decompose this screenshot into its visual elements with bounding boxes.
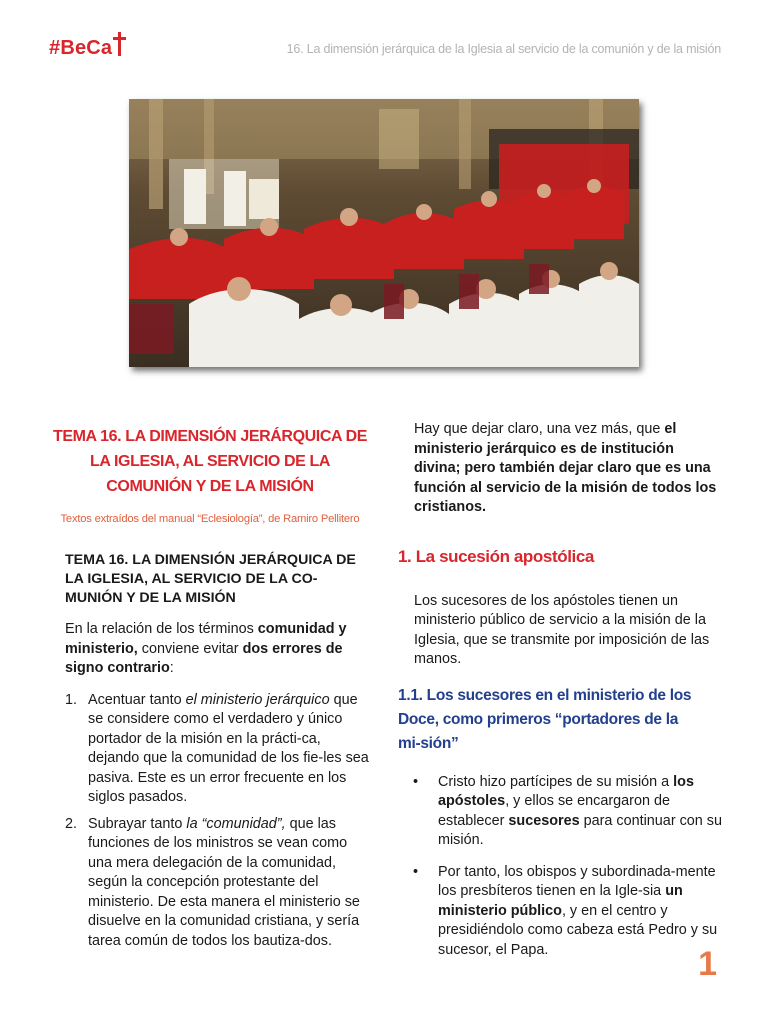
left-column [48,420,372,958]
intro-paragraph: En la relación de los términos comunidad y ministerio, conviene evitar dos errores de signo contrario: [65,621,347,676]
list-item: • Cristo hizo partícipes de su misión a los apóstoles, y ellos se encargaron de establecer sucesores para continuar con su misión. [413,773,723,848]
right-column [398,420,728,972]
source-note: Textos extraídos del manual “Eclesiología”, de Ramiro Pellitero [60,513,360,525]
section-paragraph: Los sucesores de los apóstoles tienen un ministerio público de servicio a la misión de la Iglesia, que se transmite por imposición de las manos. [414,592,710,667]
page-number: 1 [698,945,717,983]
intro-paragraph: Hay que dejar claro, una vez más, que el ministerio jerárquico es de institución divina; pero también dejar claro que es una función al servicio de la misión de todos los cristianos. [414,421,717,515]
errors-list [48,691,372,952]
cross-icon [113,38,125,56]
lesson-heading: TEMA 16. LA DIMENSIÓN JERÁRQUICA DE LA IGLESIA, AL SERVICIO DE LA CO-MUNIÓN Y DE LA MISIÓN [65,552,356,606]
ceremony-photo [129,99,639,367]
bullet-list [398,773,728,961]
becat-logo: #BeCa [49,36,125,60]
lesson-title: TEMA 16. LA DIMENSIÓN JERÁRQUICA DE LA IGLESIA, AL SERVICIO DE LA COMUNIÓN Y DE LA MISIÓN [52,428,368,495]
list-item: 1. Acentuar tanto el ministerio jerárquico que se considere como el verdadero y único portador de la misión en la prácti-ca, dejando que la comunidad de los fie-les sea pasiva. Este es un error frecuente en los siglos pasados. [65,691,369,805]
section-heading: 1. La sucesión apostólica [398,546,594,566]
list-item: • Por tanto, los obispos y subordinada-mente los presbíteros tienen en la Igle-sia un ministerio público, y en el centro y presidiéndolo como cabeza está Pedro y su sucesor, el Papa. [413,863,718,958]
subsection-heading: 1.1. Los sucesores en el ministerio de los Doce, como primeros “portadores de la mi-sión” [398,686,692,752]
list-item: 2. Subrayar tanto la “comunidad”, que las funciones de los ministros se vean como una mera delegación de la comunidad, según la concepción protestante del ministerio. De esta manera el ministerio se disuelve en la comunidad cristiana, y sería tarea común de todos los bautiza-dos. [65,815,360,949]
running-header: 16. La dimensión jerárquica de la Iglesia al servicio de la comunión y de la misión [286,42,721,56]
